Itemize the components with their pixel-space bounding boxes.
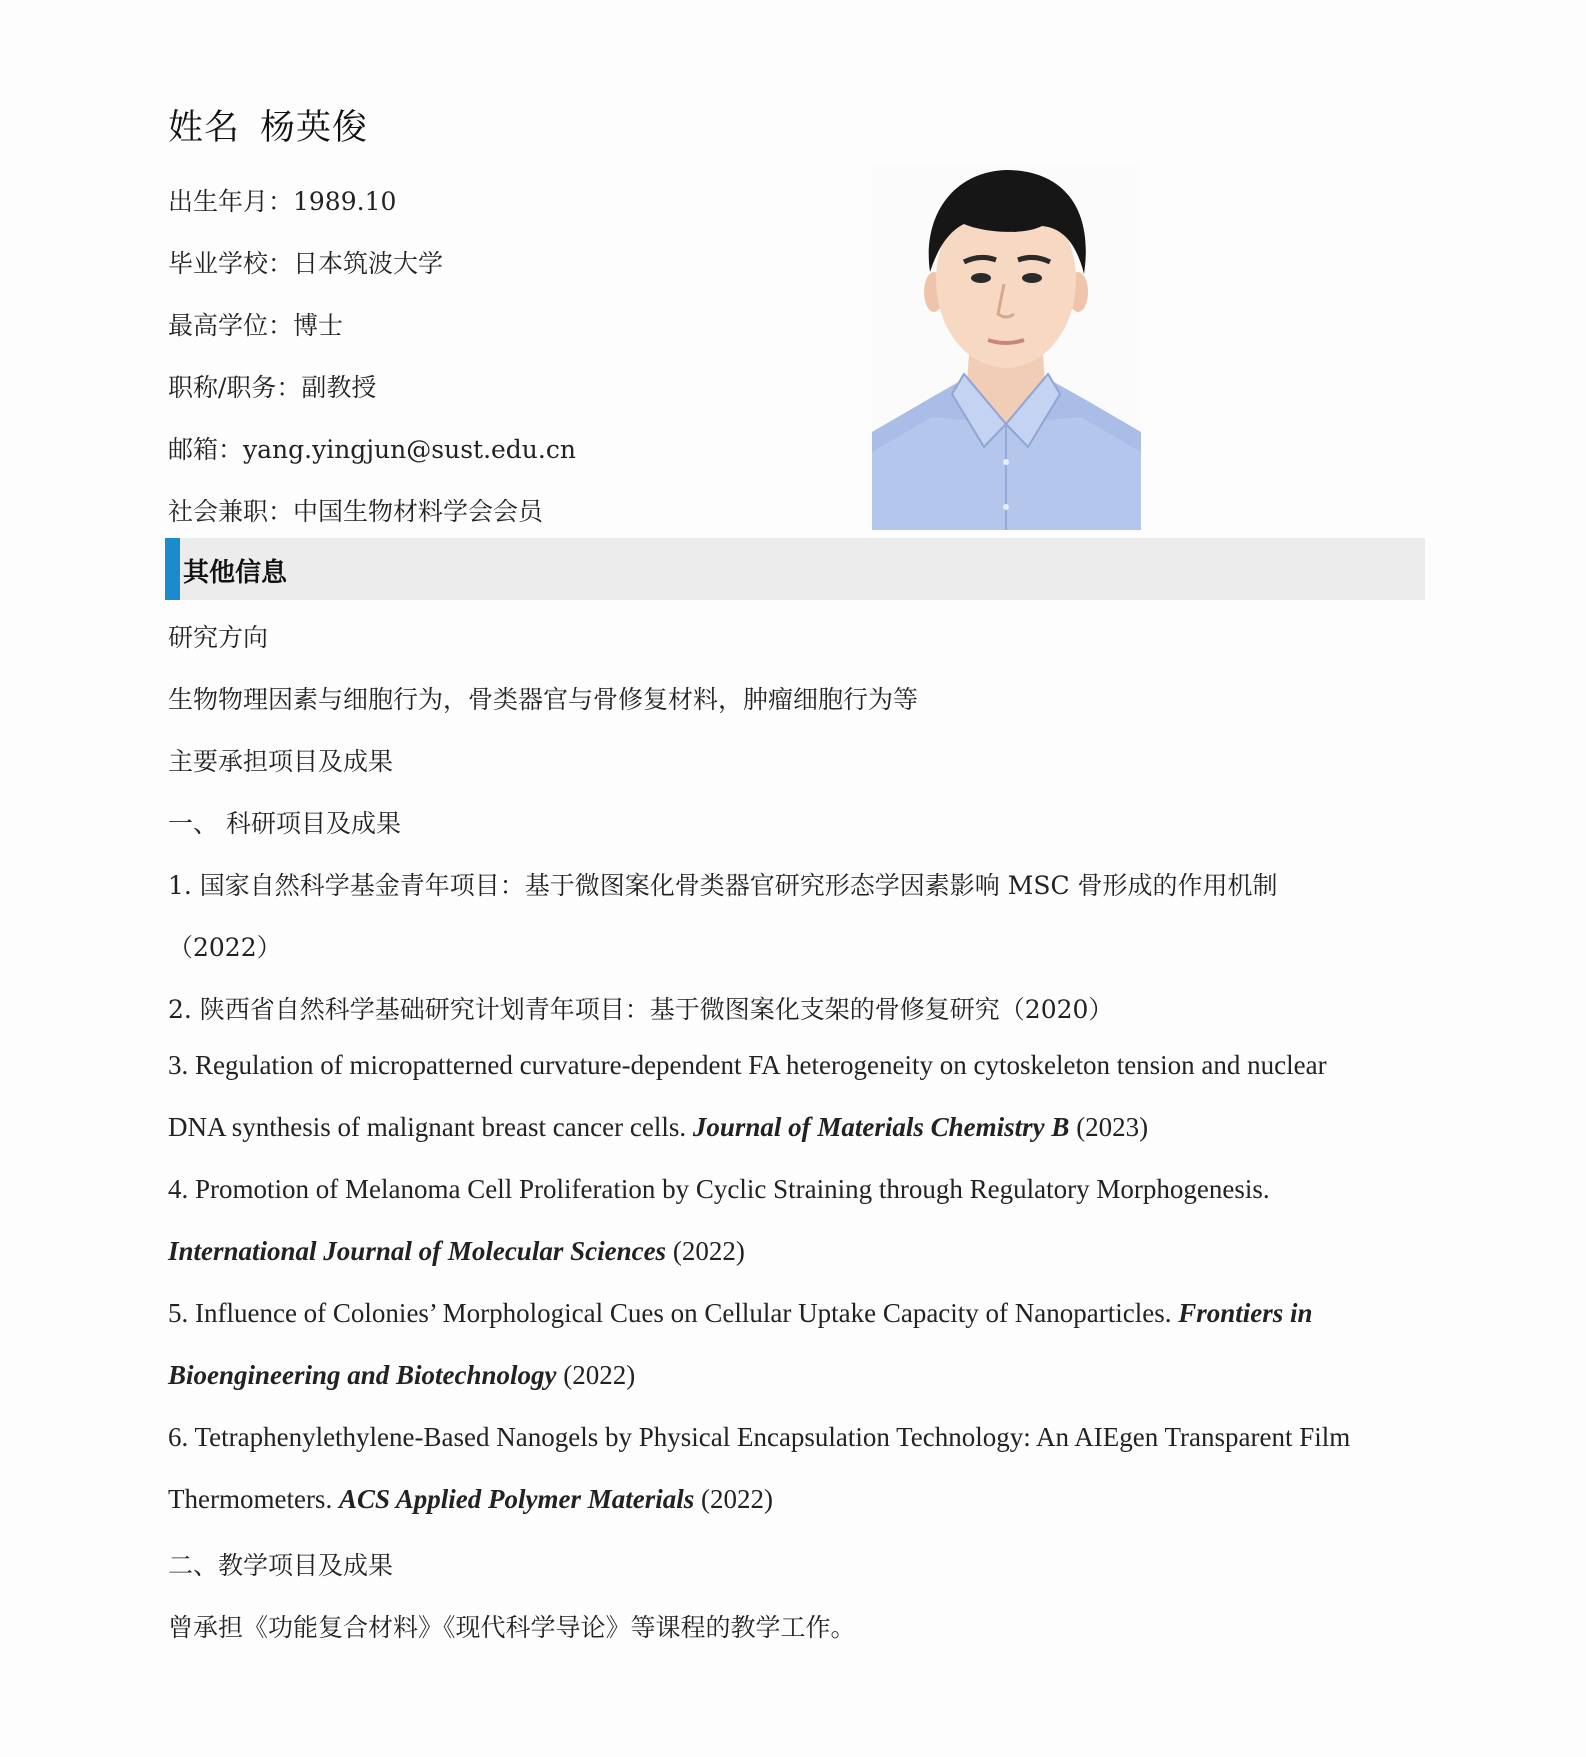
section-title: 其他信息 [183, 558, 288, 588]
publication-5-journal-part-2: Bioengineering and Biotechnology [168, 1360, 557, 1390]
projects-heading: 主要承担项目及成果 [168, 747, 394, 776]
publication-3-line-2 [168, 1112, 1148, 1143]
publication-4-line-1: 4. Promotion of Melanoma Cell Proliferation by Cyclic Straining through Regulatory Morphogenesis. [168, 1174, 1270, 1204]
portrait-photo [872, 162, 1141, 530]
teaching-text: 曾承担《功能复合材料》《现代科学导论》等课程的教学工作。 [168, 1613, 856, 1642]
publication-3-title: DNA synthesis of malignant breast cancer cells. [168, 1112, 693, 1142]
publication-6-year: (2022) [694, 1484, 773, 1514]
name-value: 杨英俊 [260, 108, 369, 148]
name-label: 姓名 [168, 108, 241, 148]
job-title: 职称/职务：副教授 [168, 373, 377, 402]
publication-5-line-2 [168, 1360, 635, 1391]
publication-5-year: (2022) [556, 1360, 636, 1390]
person-name [168, 100, 368, 150]
publication-4-journal: International Journal of Molecular Sciences [168, 1236, 667, 1266]
publication-6-journal: ACS Applied Polymer Materials [338, 1484, 695, 1514]
publication-5-line-1 [168, 1298, 1313, 1329]
publication-3-journal: Journal of Materials Chemistry B [692, 1112, 1070, 1142]
research-heading: 研究方向 [168, 623, 269, 652]
email: 邮箱：yang.yingjun@sust.edu.cn [168, 435, 576, 464]
publication-4-year: (2022) [666, 1236, 745, 1266]
research-text: 生物物理因素与细胞行为，骨类器官与骨修复材料，肿瘤细胞行为等 [168, 685, 919, 714]
teaching-heading: 二、教学项目及成果 [168, 1551, 394, 1580]
highest-degree: 最高学位：博士 [168, 311, 344, 340]
publication-5-journal-part-1: Frontiers in [1178, 1298, 1313, 1328]
birth-date: 出生年月：1989.10 [168, 187, 397, 216]
publication-3-line-1: 3. Regulation of micropatterned curvature-dependent FA heterogeneity on cytoskeleton tension and nuclear [168, 1050, 1327, 1080]
social-position: 社会兼职：中国生物材料学会会员 [168, 497, 544, 526]
publication-6-line-1: 6. Tetraphenylethylene-Based Nanogels by Physical Encapsulation Technology: An AIEgen Transparent Film [168, 1422, 1351, 1452]
section-accent-bar [165, 538, 180, 600]
publication-6-line-2 [168, 1484, 773, 1515]
publication-6-title: Thermometers. [168, 1484, 339, 1514]
publication-4-line-2 [168, 1236, 745, 1267]
project-2: 2. 陕西省自然科学基础研究计划青年项目：基于微图案化支架的骨修复研究（2020） [168, 995, 1114, 1024]
graduate-school: 毕业学校：日本筑波大学 [168, 249, 444, 278]
publication-5-title: 5. Influence of Colonies’ Morphological Cues on Cellular Uptake Capacity of Nanoparticles. [168, 1298, 1179, 1328]
project-1-line-1: 1. 国家自然科学基金青年项目：基于微图案化骨类器官研究形态学因素影响 MSC 骨形成的作用机制 [168, 871, 1278, 900]
project-1-line-2: （2022） [168, 933, 282, 962]
publication-3-year: (2023) [1069, 1112, 1149, 1142]
research-projects-heading: 一、 科研项目及成果 [168, 809, 401, 838]
section-header-other-info [165, 538, 1425, 600]
